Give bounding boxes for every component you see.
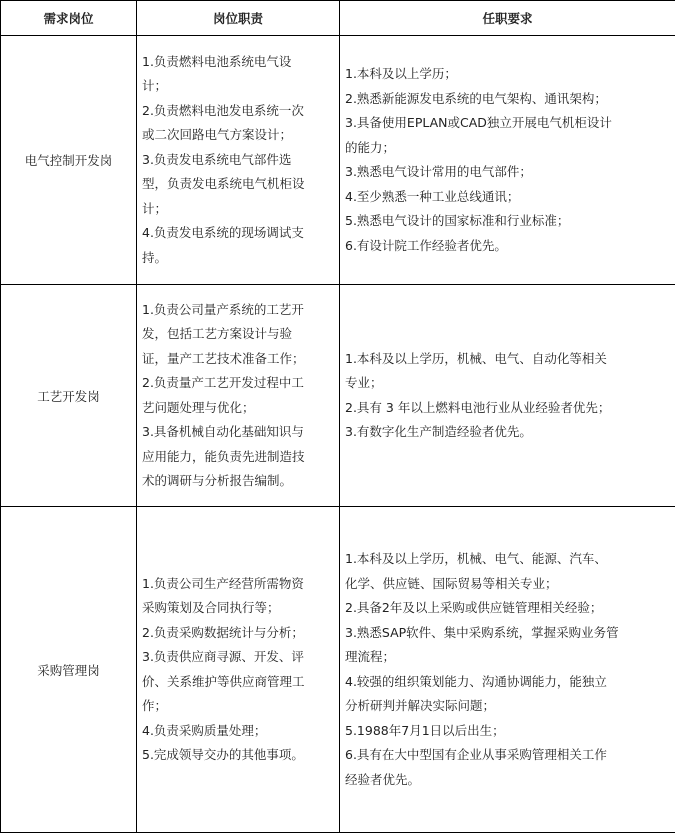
requirement-line: 6.有设计院工作经验者优先。: [345, 237, 507, 253]
requirement-line: 3.熟悉SAP软件、集中采购系统，掌握采购业务管: [345, 624, 619, 640]
duty-line: 持。: [142, 249, 168, 265]
requirements-cell: [340, 507, 675, 833]
requirement-line: 理流程；: [345, 649, 396, 664]
duty-line: 计；: [142, 78, 168, 94]
duty-line: 1.负责公司量产系统的工艺开: [142, 301, 304, 317]
requirement-line: 2.熟悉新能源发电系统的电气架构、通讯架构；: [345, 90, 607, 106]
table-row: [1, 36, 675, 285]
requirement-line: 5.熟悉电气设计的国家标准和行业标准；: [345, 213, 570, 228]
requirements-cell: [340, 36, 675, 285]
table-row: [1, 285, 675, 507]
duty-line: 采购策划及合同执行等；: [142, 600, 280, 615]
duty-line: 1.负责燃料电池系统电气设: [142, 53, 292, 69]
requirement-line: 3.具备使用EPLAN或CAD独立开展电气机柜设计: [345, 115, 612, 130]
requirement-line: 的能力；: [345, 139, 396, 155]
duty-line: 作；: [142, 698, 168, 713]
requirement-line: 5.1988年7月1日以后出生；: [345, 722, 505, 738]
duty-line: 2.负责燃料电池发电系统一次: [142, 102, 304, 118]
table-row: [1, 507, 675, 833]
duty-line: 2.负责量产工艺开发过程中工: [142, 375, 304, 390]
duty-line: 4.负责采购质量处理；: [142, 722, 267, 738]
duty-line: 艺问题处理与优化；: [142, 399, 255, 415]
duty-line: 证，量产工艺技术准备工作；: [142, 350, 305, 366]
requirement-line: 6.具有在大中型国有企业从事采购管理相关工作: [345, 747, 607, 762]
requirement-line: 化学、供应链、国际贸易等相关专业；: [345, 575, 558, 591]
header-role: 需求岗位: [1, 1, 137, 36]
requirement-line: 1.本科及以上学历，机械、电气、能源、汽车、: [345, 551, 607, 566]
requirement-line: 分析研判并解决实际问题；: [345, 698, 496, 713]
requirements-cell: [340, 285, 675, 507]
requirement-line: 4.至少熟悉一种工业总线通讯；: [345, 188, 520, 204]
duties-cell: [137, 507, 340, 833]
duty-line: 3.负责发电系统电气部件选: [142, 151, 292, 167]
duty-line: 2.负责采购数据统计与分析；: [142, 624, 304, 640]
table-header-row: [1, 1, 675, 36]
duty-line: 4.负责发电系统的现场调试支: [142, 225, 304, 241]
role-cell: 电气控制开发岗: [1, 36, 137, 285]
requirement-line: 2.具有 3 年以上燃料电池行业从业经验者优先；: [345, 399, 611, 415]
duty-line: 术的调研与分析报告编制。: [142, 473, 293, 488]
duty-line: 或二次回路电气方案设计；: [142, 127, 293, 143]
header-requirements: 任职要求: [340, 1, 675, 36]
duty-line: 发，包括工艺方案设计与验: [142, 326, 293, 341]
role-cell: 工艺开发岗: [1, 285, 137, 507]
requirement-line: 1.本科及以上学历；: [345, 66, 457, 81]
duties-cell: [137, 36, 340, 285]
duty-line: 3.负责供应商寻源、开发、评: [142, 649, 304, 664]
duty-line: 计；: [142, 200, 168, 216]
requirement-line: 经验者优先。: [345, 771, 421, 787]
duty-line: 3.具备机械自动化基础知识与: [142, 424, 304, 439]
role-cell: 采购管理岗: [1, 507, 137, 833]
requirement-line: 1.本科及以上学历，机械、电气、自动化等相关: [345, 350, 607, 366]
requirement-line: 3.有数字化生产制造经验者优先。: [345, 424, 532, 439]
duty-line: 应用能力，能负责先进制造技: [142, 448, 305, 464]
requirement-line: 专业；: [345, 375, 383, 390]
requirement-line: 2.具备2年及以上采购或供应链管理相关经验；: [345, 600, 603, 615]
requirement-line: 4.较强的组织策划能力、沟通协调能力，能独立: [345, 673, 607, 689]
header-duties: 岗位职责: [137, 1, 340, 36]
duty-line: 5.完成领导交办的其他事项。: [142, 747, 304, 762]
duty-line: 型，负责发电系统电气机柜设: [142, 176, 305, 192]
duty-line: 1.负责公司生产经营所需物资: [142, 575, 304, 591]
duties-cell: [137, 285, 340, 507]
duty-line: 价、关系维护等供应商管理工: [142, 673, 305, 689]
requirement-line: 3.熟悉电气设计常用的电气部件；: [345, 164, 532, 179]
